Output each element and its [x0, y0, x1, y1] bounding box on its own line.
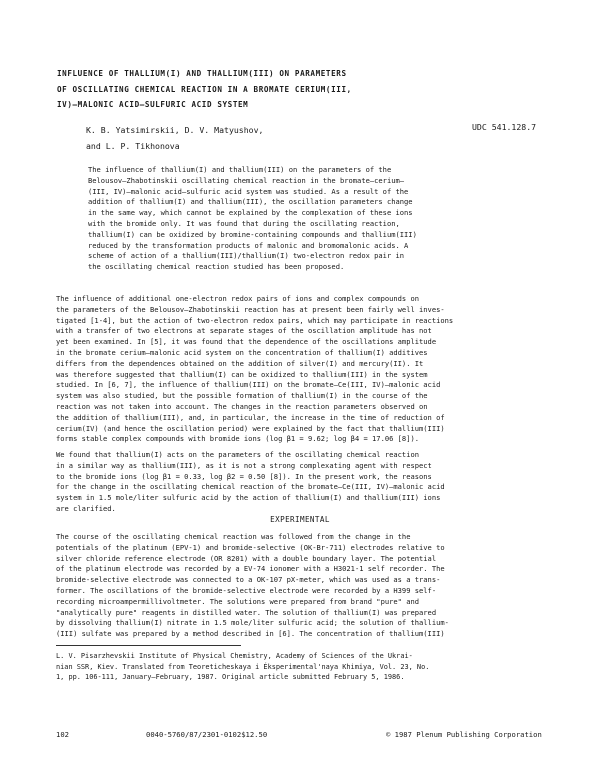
footnote-line: 1, pp. 106-111, January—February, 1987. Original article submitted February 5, 1986.: [56, 673, 405, 682]
body-line: are clarified.: [56, 503, 116, 513]
body-line: to the bromide ions (log β1 = 0.33, log β2 = 0.50 [8]). In the present work, the reasons: [56, 471, 432, 481]
title-line: IV)—MALONIC ACID—SULFURIC ACID SYSTEM: [57, 100, 249, 109]
article-title: [57, 66, 527, 113]
body-line: potentials of the platinum (EPV-1) and bromide-selective (OK-Br-711) electrodes relative to: [56, 542, 445, 552]
abstract-line: Belousov—Zhabotinskii oscillating chemical reaction in the bromate—cerium—: [88, 175, 405, 185]
body-line: The course of the oscillating chemical reaction was followed from the change in the: [56, 532, 411, 541]
body-line: recording microampermillivoltmeter. The solutions were prepared from brand "pure" and: [56, 596, 420, 606]
author-line: K. B. Yatsimirskii, D. V. Matyushov,: [86, 125, 264, 135]
body-line: bromide-selective electrode was connected to a OK-107 pX-meter, which was used as a trans-: [56, 575, 441, 585]
abstract-line: scheme of action of a thallium(III)/thallium(I) two-electron redox pair in: [88, 251, 405, 261]
body-line: of the platinum electrode was recorded by a EV-74 ionomer with a H3021-1 self recorder. The: [56, 564, 445, 574]
abstract-line: the oscillating chemical reaction studied has been proposed.: [88, 262, 345, 272]
body-line: "analytically pure" reagents in distilled water. The solution of thallium(I) was prepared: [56, 607, 437, 617]
abstract-line: reduced by the transformation products of malonic and bromomalonic acids. A: [88, 240, 409, 250]
body-line: in the bromate cerium—malonic acid system on the concentration of thallium(I) additives: [56, 347, 428, 357]
intro-paragraph-2: [56, 450, 556, 515]
body-line: system in 1.5 mole/liter sulfuric acid by the action of thallium(I) and thallium(III) ions: [56, 493, 441, 503]
body-line: the addition of thallium(III), and, in particular, the increase in the time of reduction of: [56, 412, 445, 422]
body-line: reaction was not taken into account. The changes in the reaction parameters observed on: [56, 401, 428, 411]
body-line: former. The oscillations of the bromide-selective electrode were recorded by a H399 self-: [56, 585, 437, 595]
body-line: We found that thallium(I) acts on the parameters of the oscillating chemical reaction: [56, 450, 420, 459]
author-line: and L. P. Tikhonova: [86, 141, 180, 151]
udc-code: UDC 541.128.7: [472, 122, 537, 132]
section-heading-experimental: EXPERIMENTAL: [270, 515, 330, 524]
title-line: INFLUENCE OF THALLIUM(I) AND THALLIUM(III) ON PARAMETERS: [57, 69, 347, 78]
page-number: 102: [56, 730, 69, 739]
body-line: silver chloride reference electrode (OR 8201) with a double boundary layer. The potential: [56, 553, 437, 563]
journal-code: 0040-5760/87/2301-0102$12.50: [146, 730, 268, 739]
footnote: [56, 651, 556, 683]
body-line: the parameters of the Belousov—Zhabotinskii reaction has at present been fairly well inves-: [56, 304, 445, 314]
body-line: cerium(IV) (and hence the oscillation period) were explained by the fact that thallium(III): [56, 423, 445, 433]
body-line: studied. In [6, 7], the influence of thallium(III) on the bromate—Ce(III, IV)—malonic acid: [56, 380, 441, 390]
footnote-line: L. V. Pisarzhevskii Institute of Physical Chemistry, Academy of Sciences of the Ukrai-: [56, 652, 413, 660]
body-line: system was also studied, but the possible formation of thallium(I) in the course of the: [56, 391, 428, 401]
footnote-divider: [56, 645, 241, 646]
experimental-paragraph: [56, 532, 556, 640]
abstract-line: (III, IV)—malonic acid—sulfuric acid system was studied. As a result of the: [88, 186, 409, 196]
abstract-line: with the bromide only. It was found that during the oscillating reaction,: [88, 218, 400, 228]
author-list: [86, 122, 263, 154]
title-line: OF OSCILLATING CHEMICAL REACTION IN A BROMATE CERIUM(III,: [57, 84, 352, 94]
intro-paragraph-1: [56, 294, 556, 445]
footnote-line: nian SSR, Kiev. Translated from Teoreticheskaya i Éksperimental'naya Khimiya, Vol. 23, No.: [56, 662, 430, 671]
body-line: differs from the dependences obtained on the addition of silver(I) and mercury(II). It: [56, 358, 424, 368]
body-line: yet been examined. In [5], it was found that the dependence of the oscillations amplitude: [56, 337, 437, 347]
abstract-line: thallium(I) can be oxidized by bromine-containing compounds and thallium(III): [88, 229, 417, 239]
abstract: [88, 165, 528, 273]
copyright-notice: © 1987 Plenum Publishing Corporation: [386, 730, 542, 739]
body-line: The influence of additional one-electron redox pairs of ions and complex compounds on: [56, 294, 420, 303]
abstract-line: in the same way, which cannot be explained by the complexation of these ions: [88, 208, 413, 218]
abstract-line: addition of thallium(I) and thallium(III), the oscillation parameters change: [88, 197, 413, 207]
body-line: in a similar way as thallium(III), as it is not a strong complexating agent with respect: [56, 460, 432, 470]
abstract-line: The influence of thallium(I) and thallium(III) on the parameters of the: [88, 165, 392, 174]
body-line: tigated [1-4], but the action of two-electron redox pairs, which may participate in reactions: [56, 315, 454, 325]
body-line: with a transfer of two electrons at separate stages of the oscillation amplitude has not: [56, 326, 432, 336]
body-line: for the change in the oscillating chemical reaction of the bromate—Ce(III, IV)—malonic acid: [56, 482, 445, 492]
body-line: by dissolving thallium(I) nitrate in 1.5 mole/liter sulfuric acid; the solution of thallium-: [56, 618, 449, 628]
body-line: was therefore suggested that thallium(I) can be oxidized to thallium(III) in the system: [56, 369, 428, 379]
body-line: forms stable complex compounds with bromide ions (log β1 = 9.62; log β4 = 17.06 [8]).: [56, 434, 420, 444]
body-line: (III) sulfate was prepared by a method described in [6]. The concentration of thallium(III): [56, 629, 445, 639]
